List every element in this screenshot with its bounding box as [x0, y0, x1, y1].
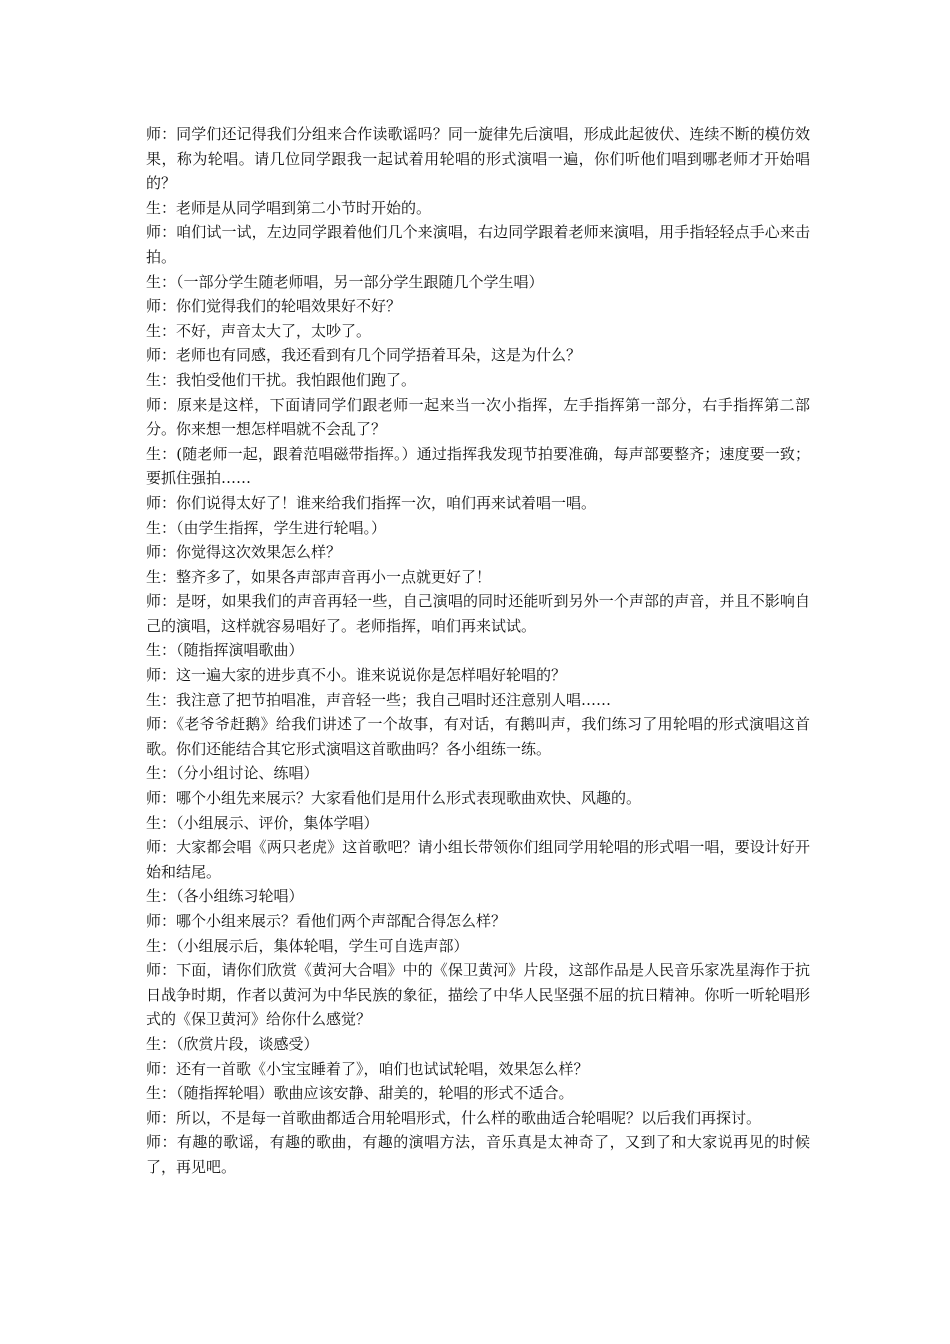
paragraph: 生：（欣赏片段，谈感受） [146, 1034, 319, 1053]
paragraph: 师：哪个小组先来展示？大家看他们是用什么形式表现歌曲欢快、风趣的。 [146, 789, 642, 808]
paragraph: 师：这一遍大家的进步真不小。谁来说说你是怎样唱好轮唱的？ [146, 666, 567, 685]
paragraph: 生：（由学生指挥，学生进行轮唱。） [146, 518, 387, 537]
paragraph: 生：不好，声音太大了，太吵了。 [146, 321, 372, 340]
paragraph: 生：整齐多了，如果各声部声音再小一点就更好了！ [146, 567, 492, 586]
paragraph: 师：你觉得这次效果怎么样？ [146, 543, 342, 562]
paragraph: 师：你们说得太好了！谁来给我们指挥一次，咱们再来试着唱一唱。 [146, 493, 597, 512]
paragraph: 师：哪个小组来展示？看他们两个声部配合得怎么样？ [146, 912, 507, 930]
paragraph: 师：老师也有同感，我还看到有几个同学捂着耳朵，这是为什么？ [146, 346, 582, 365]
paragraph: 师：所以，不是每一首歌曲都适合用轮唱形式，什么样的歌曲适合轮唱呢？以后我们再探讨。 [146, 1108, 762, 1127]
paragraph: 师：下面，请你们欣赏《黄河大合唱》中的《保卫黄河》片段，这部作品是人民音乐家冼星海作于抗日战争时期，作者以黄河为中华民族的象征，描绘了中华人民坚强不屈的抗日精神。你听一听轮唱形式的《保卫黄河》给你什么感觉？ [146, 961, 810, 1029]
paragraph: 生：（分小组讨论、练唱） [146, 764, 319, 783]
paragraph: 生：我怕受他们干扰。我怕跟他们跑了。 [146, 370, 417, 389]
paragraph: 生：（各小组练习轮唱） [146, 887, 304, 906]
paragraph: 生：我注意了把节拍唱准，声音轻一些；我自己唱时还注意别人唱…… [146, 690, 612, 709]
paragraph: 生：（小组展示后，集体轮唱，学生可自选声部） [146, 936, 469, 955]
paragraph: 师：是呀，如果我们的声音再轻一些，自己演唱的同时还能听到另外一个声部的声音，并且不影响自己的演唱，这样就容易唱好了。老师指挥，咱们再来试试。 [146, 592, 810, 635]
paragraph: 生：老师是从同学唱到第二小节时开始的。 [146, 198, 432, 217]
paragraph: 生：(随老师一起，跟着范唱磁带指挥。）通过指挥我发现节拍要准确，每声部要整齐；速度要一致；要抓住强拍…… [146, 444, 810, 488]
paragraph: 生：（一部分学生随老师唱，另一部分学生跟随几个学生唱） [146, 272, 544, 291]
paragraph: 师：原来是这样，下面请同学们跟老师一起来当一次小指挥，左手指挥第一部分，右手指挥第二部分。你来想一想怎样唱就不会乱了？ [146, 395, 810, 439]
paragraph: 师：有趣的歌谣，有趣的歌曲，有趣的演唱方法，音乐真是太神奇了，又到了和大家说再见的时候了，再见吧。 [146, 1133, 810, 1176]
paragraph: 师：大家都会唱《两只老虎》这首歌吧？请小组长带领你们组同学用轮唱的形式唱一唱，要设计好开始和结尾。 [146, 838, 810, 881]
paragraph: 生：（小组展示、评价，集体学唱） [146, 813, 379, 832]
paragraph: 生：（随指挥轮唱）歌曲应该安静、甜美的，轮唱的形式不适合。 [146, 1084, 574, 1103]
document-body [146, 122, 810, 1180]
paragraph: 师：同学们还记得我们分组来合作读歌谣吗？同一旋律先后演唱，形成此起彼伏、连续不断的模仿效果，称为轮唱。请几位同学跟我一起试着用轮唱的形式演唱一遍，你们听他们唱到哪老师才开始唱的？ [146, 125, 810, 193]
paragraph: 师：你们觉得我们的轮唱效果好不好？ [146, 297, 402, 316]
paragraph: 师：还有一首歌《小宝宝睡着了》，咱们也试试轮唱，效果怎么样？ [146, 1059, 589, 1078]
paragraph: 师：咱们试一试，左边同学跟着他们几个来演唱，右边同学跟着老师来演唱，用手指轻轻点手心来击拍。 [146, 223, 810, 266]
paragraph: 师：《老爷爷赶鹅》给我们讲述了一个故事，有对话，有鹅叫声，我们练习了用轮唱的形式演唱这首歌。你们还能结合其它形式演唱这首歌曲吗？各小组练一练。 [146, 715, 810, 758]
paragraph: 生：（随指挥演唱歌曲） [146, 641, 304, 660]
